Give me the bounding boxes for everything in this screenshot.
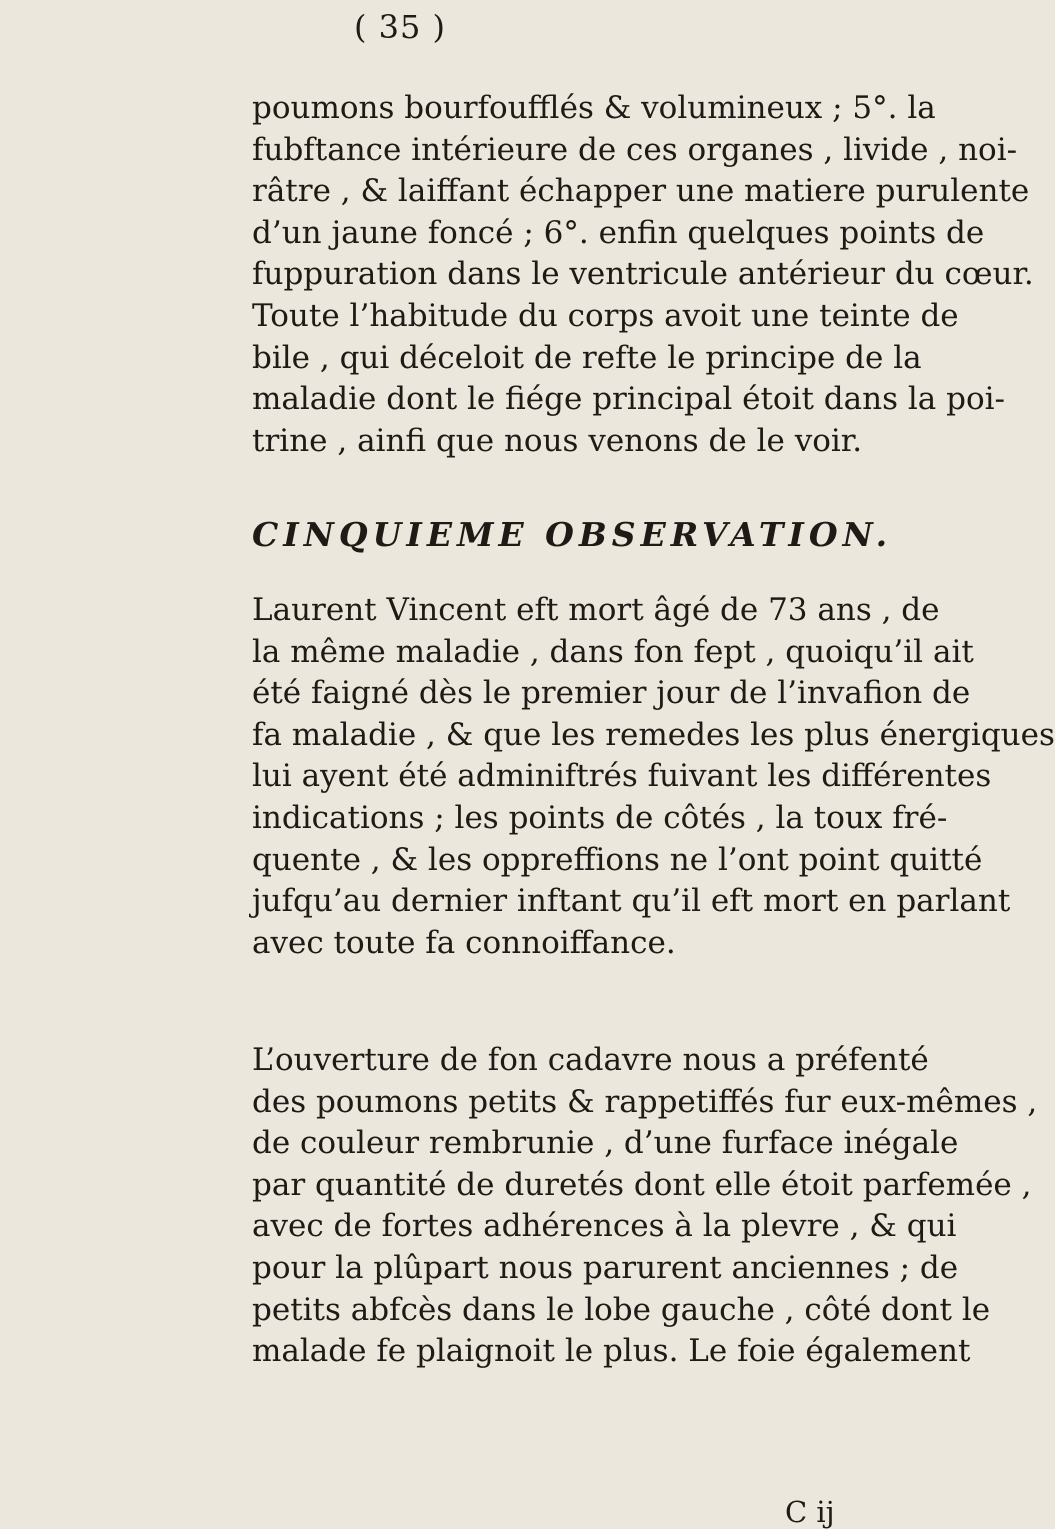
paragraph-2 [252, 590, 1055, 964]
text-line: fa maladie , & que les remedes les plus énergiques [252, 716, 1055, 753]
text-line: par quantité de duretés dont elle étoit parfemée , [252, 1166, 1032, 1203]
text-line: bile , qui déceloit de refte le principe de la [252, 339, 922, 376]
text-line: malade fe plaignoit le plus. Le foie également [252, 1333, 971, 1370]
text-line: pour la plûpart nous parurent anciennes ; de [252, 1249, 959, 1286]
signature-mark: C ij [785, 1495, 835, 1529]
text-line: des poumons petits & rappetiffés fur eux-mêmes , [252, 1083, 1038, 1120]
text-line: fuppuration dans le ventricule antérieur du cœur. [252, 256, 1034, 293]
paragraph-1 [252, 88, 1034, 462]
text-line: Laurent Vincent eft mort âgé de 73 ans , de [252, 592, 940, 628]
text-line: maladie dont le fiége principal étoit dans la poi- [252, 381, 1006, 418]
text-line: lui ayent été adminiftrés fuivant les différentes [252, 758, 992, 795]
text-line: petits abfcès dans le lobe gauche , côté dont le [252, 1291, 991, 1328]
page-number-header: ( 35 ) [353, 8, 447, 46]
text-line: L’ouverture de fon cadavre nous a préfenté [252, 1042, 929, 1078]
section-title: CINQUIEME OBSERVATION. [252, 515, 893, 554]
text-line: avec de fortes adhérences à la plevre , & qui [252, 1208, 957, 1245]
text-line: jufqu’au dernier inftant qu’il eft mort en parlant [252, 883, 1011, 920]
paragraph-3 [252, 1040, 1038, 1373]
text-line: trine , ainfi que nous venons de le voir. [252, 422, 863, 459]
text-line: quente , & les oppreffions ne l’ont point quitté [252, 841, 983, 878]
text-line: râtre , & laiffant échapper une matiere purulente [252, 173, 1030, 210]
text-line: de couleur rembrunie , d’une furface inégale [252, 1125, 959, 1162]
text-line: Toute l’habitude du corps avoit une teinte de [252, 297, 959, 334]
text-line: poumons bourfoufflés & volumineux ; 5°. la [252, 90, 936, 126]
text-line: fubftance intérieure de ces organes , livide , noi- [252, 131, 1018, 168]
text-line: été faigné dès le premier jour de l’invafion de [252, 675, 971, 712]
text-line: la même maladie , dans fon fept , quoiqu’il ait [252, 633, 974, 670]
text-line: indications ; les points de côtés , la toux fré- [252, 799, 948, 836]
text-line: d’un jaune foncé ; 6°. enfin quelques points de [252, 214, 985, 251]
text-line: avec toute fa connoiffance. [252, 924, 676, 961]
